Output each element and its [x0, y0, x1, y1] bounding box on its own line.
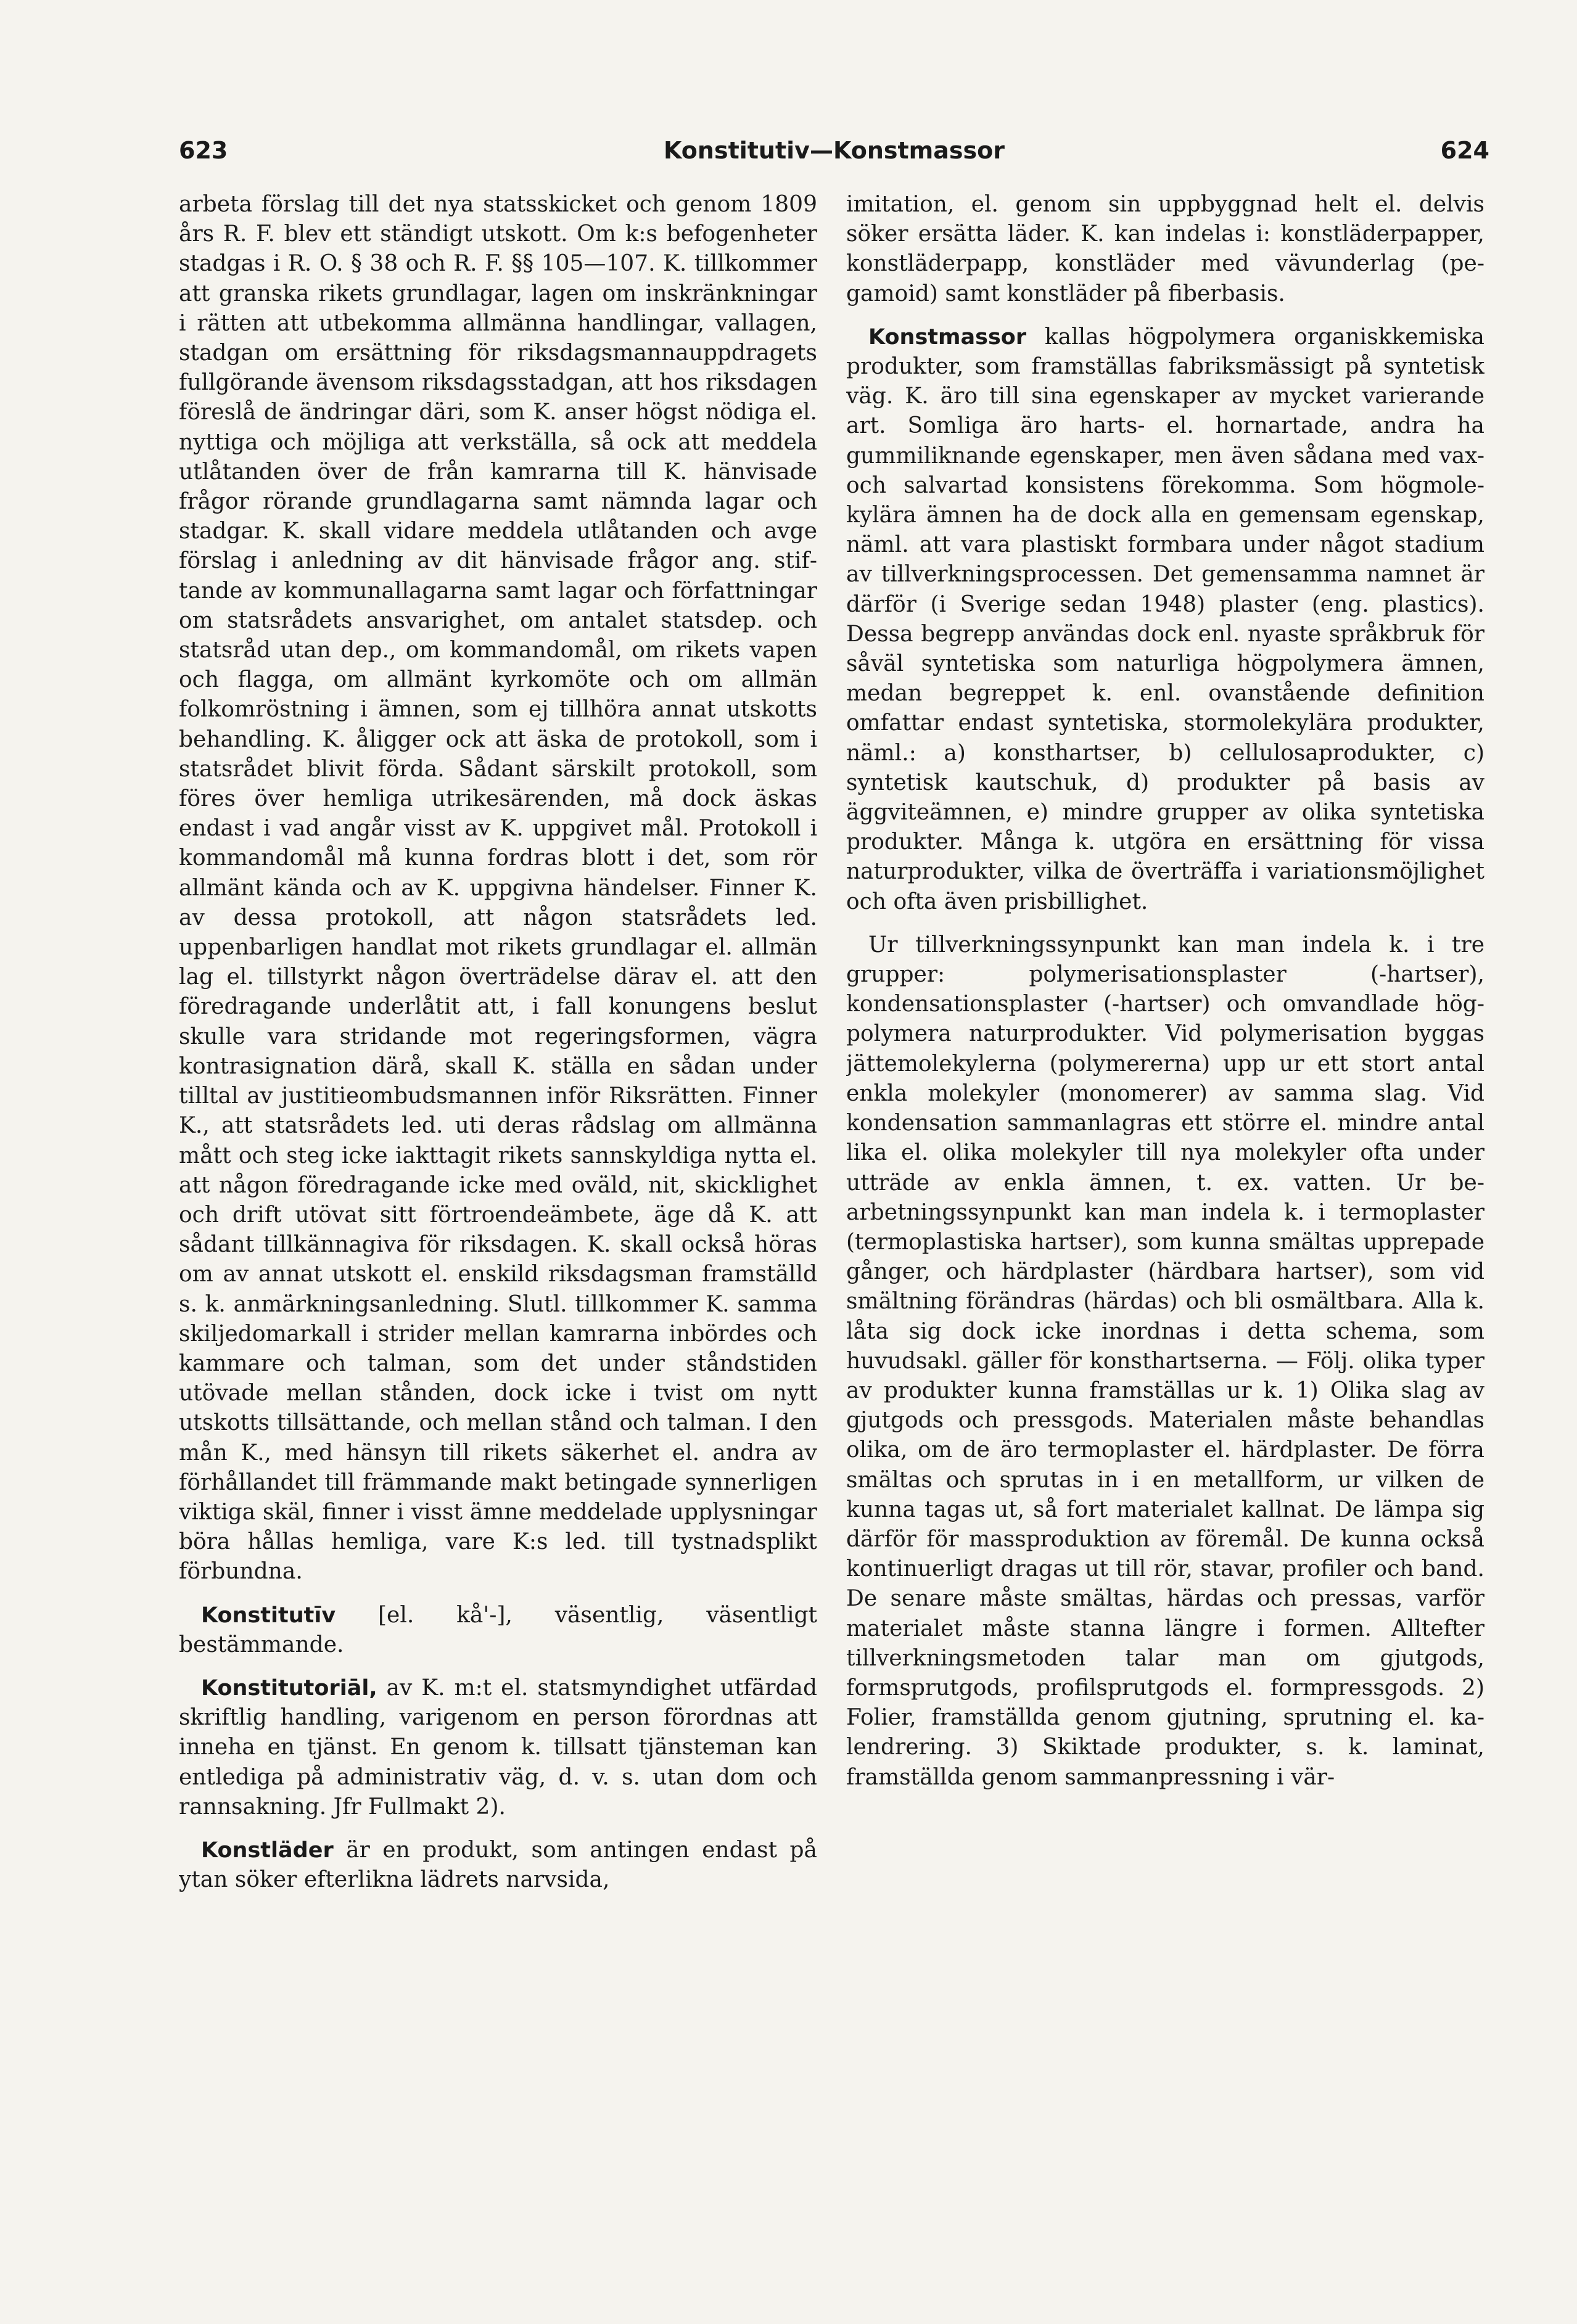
entry-konstmassor [846, 322, 1484, 917]
entry-headword: Konstitutoriāl, [201, 1675, 377, 1701]
entry-headword: Konstmassor [868, 324, 1027, 350]
entry-konstlader [179, 1836, 817, 1895]
entry-konstitutiv [179, 1601, 817, 1660]
entry-headword: Konstitutīv [201, 1603, 336, 1628]
entry-text: kallas högpolymera organiskkemiska produkter, som framställas fabriksmässigt på syntetisk väg. K. äro till sina egenskaper av mycket varierande art. Somliga äro harts- el. hornartade, andra ha gummiliknande egenskaper, men även sådana med vax- och salvartad konsistens förekomma. Som högmolekylära ämnen ha de dock alla en gemensam egenskap, näml. att vara plastiskt formbara under något stadium av tillverkningsprocessen. Det gemensamma namnet är därför (i Sverige sedan 1948) plaster (eng. plastics). Dessa begrepp användas dock enl. nyaste språkbruk för såväl syntetiska som naturliga högpolymera ämnen, medan begreppet k. enl. ovanstående definition omfattar endast syntetiska, stormolekylära produkter, näml.: a) konsthartser, b) cellulosaprodukter, c) syntetisk kautschuk, d) produkter på basis av äggviteämnen, e) mindre grupper av olika syntetiska produkter. Många k. utgöra en ersättning för vissa naturprodukter, vilka de överträffa i variationsmöjlighet och ofta även prisbillighet. [846, 324, 1484, 914]
right-column [846, 190, 1484, 2286]
entry-headword: Konstläder [201, 1837, 334, 1863]
page-number-left: 623 [179, 137, 228, 164]
paragraph: Ur tillverkningssynpunkt kan man indela k. i tre grupper: polymerisationsplaster (-hartser), kondensationsplaster (-hartser) och omvandlade högpolymera naturprodukter. Vid polymerisation byggas jättemolekylerna (polymererna) upp ur ett stort antal enkla molekyler (monomerer) av samma slag. Vid kondensation sammanlagras ett större el. mindre antal lika el. olika molekyler till nya molekyler ofta under utträde av enkla ämnen, t. ex. vatten. Ur bearbetningssynpunkt kan man indela k. i termoplaster (termoplastiska hartser), som kunna smältas upprepade gånger, och härdplaster (härdbara hartser), som vid smältning förändras (härdas) och bli osmältbara. Alla k. låta sig dock icke inordnas i detta schema, som huvudsakl. gäller för konsthartserna. — Följ. olika typer av produkter kunna framställas ur k. 1) Olika slag av gjutgods och pressgods. Materialen måste behandlas olika, om de äro termoplaster el. härdplaster. De förra smältas och sprutas in i en metallform, ur vilken de kunna tagas ut, så fort materialet kallnat. De lämpa sig därför för massproduktion av föremål. De kunna också kontinuerligt dragas ut till rör, stavar, profiler och band. De senare måste smältas, härdas och pressas, varför materialet måste stanna längre i formen. Alltefter tillverkningsmetoden talar man om gjutgods, formsprutgods, profilsprutgods el. formpressgods. 2) Folier, framställda genom gjutning, sprutning el. kalendrering. 3) Skiktade produkter, s. k. laminat, framställda genom sammanpressning i vär- [846, 932, 1484, 1790]
left-column [179, 190, 817, 2286]
running-title: Konstitutiv—Konstmassor [664, 137, 1005, 164]
entry-text: av K. m:t el. statsmyndighet utfärdad skriftlig handling, varigenom en person förordnas att inneha en tjänst. En genom k. tillsatt tjänsteman kan entlediga på administrativ väg, d. v. s. utan dom och rannsakning. Jfr Fullmakt 2). [179, 1675, 817, 1820]
entry-text: är en produkt, som antingen endast på ytan söker efterlikna lädrets narvsida, [179, 1837, 817, 1893]
entry-konstitutorial [179, 1673, 817, 1822]
paragraph-continuation: imitation, el. genom sin uppbyggnad helt el. delvis söker ersätta läder. K. kan indelas i: konstläderpapper, konstläderpapp, konstläder med vävunderlag (pegamoid) samt konstläder på fiberbasis. [846, 192, 1484, 306]
page-number-right: 624 [1440, 137, 1489, 164]
page-header [179, 137, 1489, 174]
entry-text: [el. kå'-], väsentlig, väsentligt bestämmande. [179, 1602, 817, 1657]
paragraph-continuation: arbeta förslag till det nya statsskicket och genom 1809 års R. F. blev ett ständigt utskott. Om k:s befogenheter stadgas i R. O. § 38 och R. F. §§ 105—107. K. tillkommer att granska rikets grundlagar, lagen om inskränkningar i rätten att utbekomma allmänna handlingar, vallagen, stadgan om ersättning för riksdagsmannauppdragets fullgörande ävensom riksdagsstadgan, att hos riksdagen föreslå de ändringar däri, som K. anser högst nödiga el. nyttiga och möjliga att verkställa, så ock att meddela utlåtanden över de från kamrarna till K. hänvisade frågor rörande grundlagarna samt nämnda lagar och stadgar. K. skall vidare meddela utlåtanden och avge förslag i anledning av dit hänvisade frågor ang. stiftande av kommunallagarna samt lagar och författningar om statsrådets ansvarighet, om antalet statsdep. och statsråd utan dep., om kommandomål, om rikets vapen och flagga, om allmänt kyrkomöte och om allmän folkomröstning i ämnen, som ej tillhöra annat utskotts behandling. K. åligger ock att äska de protokoll, som i statsrådet blivit förda. Sådant särskilt protokoll, som föres över hemliga utrikesärenden, må dock äskas endast i vad angår visst av K. uppgivet mål. Protokoll i kommandomål må kunna fordras blott i det, som rör allmänt kända och av K. uppgivna händelser. Finner K. av dessa protokoll, att någon statsrådets led. uppenbarligen handlat mot rikets grundlagar el. allmän lag el. tillstyrkt någon överträdelse därav el. att den föredragande underlåtit att, i fall konungens beslut skulle vara stridande mot regeringsformen, vägra kontrasignation därå, skall K. ställa en sådan under tilltal av justitieombudsmannen inför Riksrätten. Finner K., att statsrådets led. uti deras rådslag om allmänna mått och steg icke iakttagit rikets sannskyldiga nytta el. att någon föredragande icke med oväld, nit, skicklighet och drift utövat sitt förtroendeämbete, äge då K. att sådant tillkännagiva för riksdagen. K. skall också höras om av annat utskott el. enskild riksdagsman framställd s. k. anmärkningsanledning. Slutl. tillkommer K. samma skiljedomarkall i strider mellan kamrarna inbördes och kammare och talman, som det under ståndstiden utövade mellan stånden, dock icke i tvist om nytt utskotts tillsättande, och mellan stånd och talman. I den mån K., med hänsyn till rikets säkerhet el. andra av förhållandet till främmande makt betingade synnerligen viktiga skäl, finner i visst ämne meddelade upplysningar böra hållas hemliga, vare K:s led. till tystnadsplikt förbundna. [179, 192, 817, 1585]
